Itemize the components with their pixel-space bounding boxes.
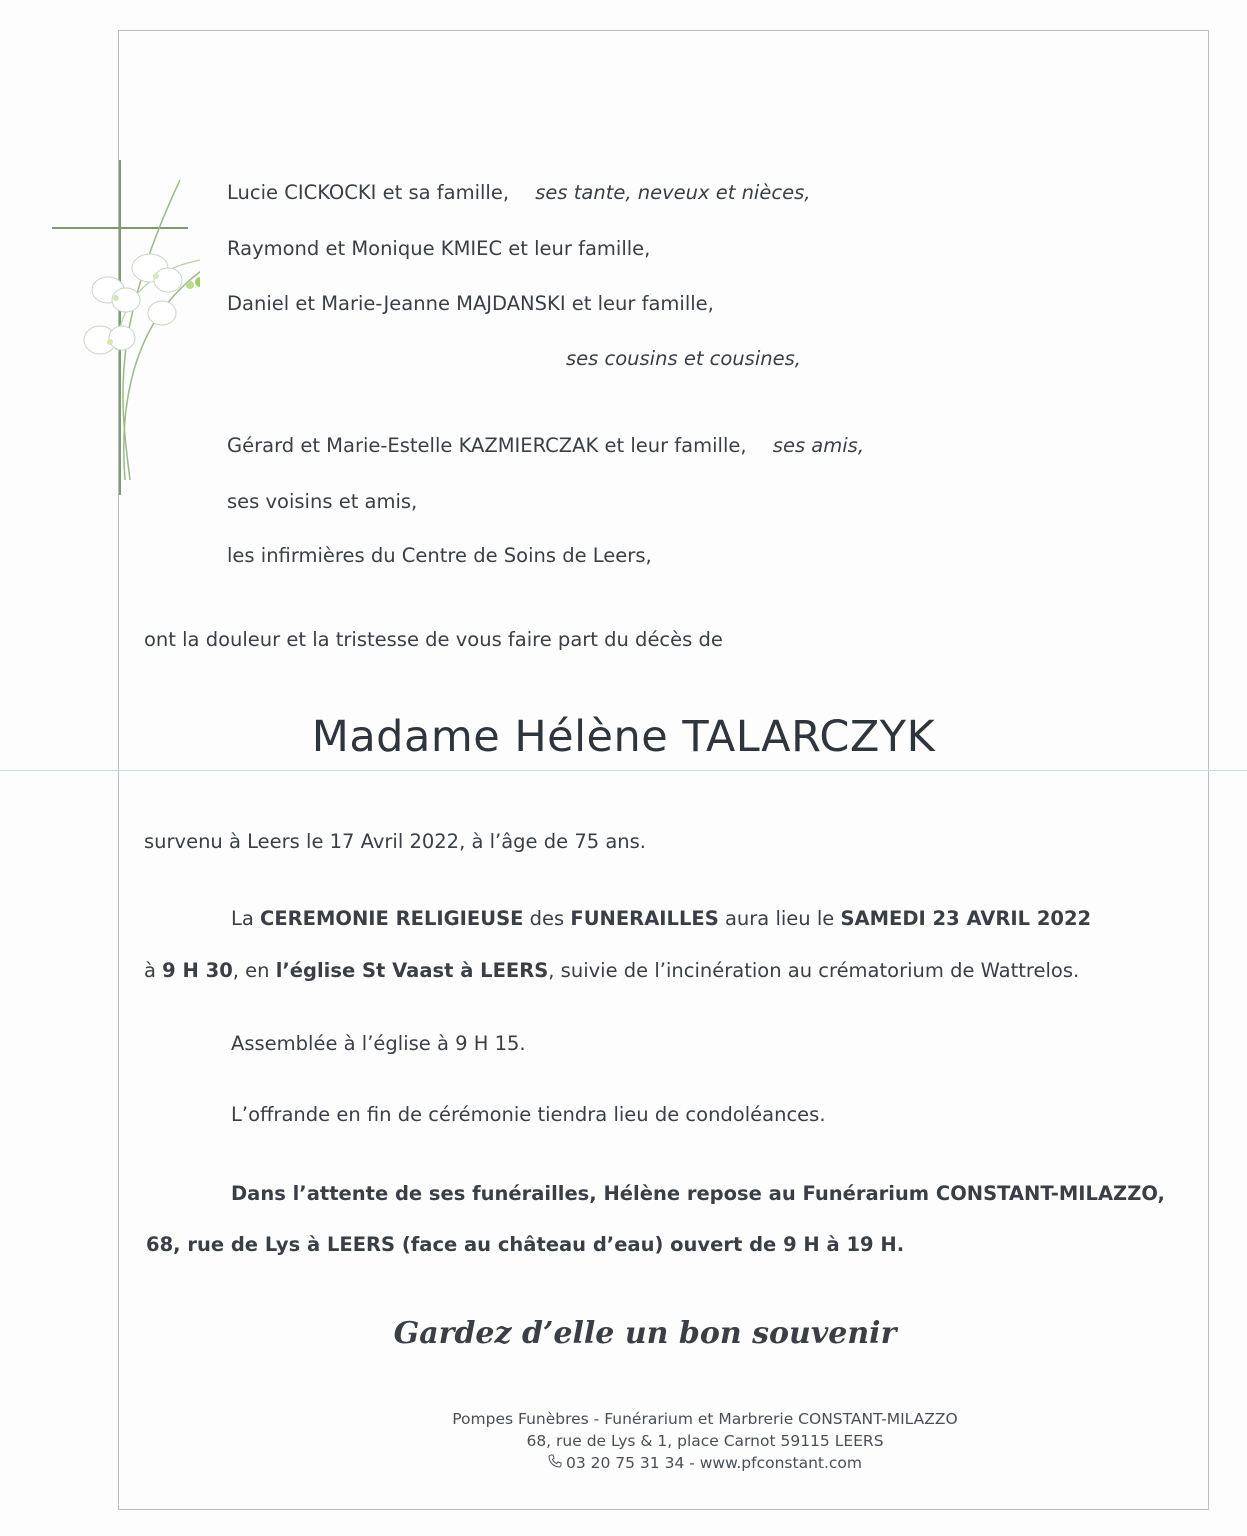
death-info: survenu à Leers le 17 Avril 2022, à l’âge de 75 ans. xyxy=(144,830,647,853)
family-line-2: Raymond et Monique KMIEC et leur famille, xyxy=(227,237,651,260)
family-line-3: Daniel et Marie-Jeanne MAJDANSKI et leur famille, xyxy=(227,292,714,315)
footer-contact: 03 20 75 31 34 - www.pfconstant.com xyxy=(565,1454,862,1472)
ceremony-bold: CEREMONIE RELIGIEUSE xyxy=(260,907,524,930)
phone-icon xyxy=(548,1454,562,1472)
assembly-text: Assemblée à l’église à 9 H 15. xyxy=(231,1032,526,1055)
footer-contact-line xyxy=(0,1454,1247,1472)
family-relation-cousins: ses cousins et cousines, xyxy=(566,347,801,370)
family-line-5 xyxy=(227,436,864,456)
ceremony-text: des xyxy=(523,907,571,930)
deceased-name: Madame Hélène TALARCZYK xyxy=(311,712,936,762)
ceremony-time: 9 H 30 xyxy=(162,959,233,982)
ceremony-bold: FUNERAILLES xyxy=(570,907,719,930)
rest-line-2: 68, rue de Lys à LEERS (face au château d’eau) ouvert de 9 H à 19 H. xyxy=(146,1233,905,1256)
rest-line-1: Dans l’attente de ses funérailles, Hélène repose au Funérarium CONSTANT-MILAZZO, xyxy=(231,1182,1165,1205)
family-line-7: les infirmières du Centre de Soins de Leers, xyxy=(227,544,652,567)
ceremony-text: à xyxy=(144,959,163,982)
ceremony-place: l’église St Vaast à LEERS xyxy=(275,959,549,982)
offering-text: L’offrande en fin de cérémonie tiendra lieu de condoléances. xyxy=(231,1103,826,1126)
fold-line xyxy=(0,770,1247,771)
closing-phrase: Gardez d’elle un bon souvenir xyxy=(393,1316,897,1351)
footer-company: Pompes Funèbres - Funérarium et Marbrerie CONSTANT-MILAZZO xyxy=(452,1410,958,1428)
family-relation: ses tante, neveux et nièces, xyxy=(535,181,811,204)
ceremony-text: , suivie de l’incinération au crématorium de Wattrelos. xyxy=(548,959,1080,982)
family-relation: ses amis, xyxy=(772,434,865,457)
ceremony-line-2 xyxy=(144,961,1079,981)
ceremony-text: , en xyxy=(232,959,276,982)
footer-address: 68, rue de Lys & 1, place Carnot 59115 LEERS xyxy=(526,1432,884,1450)
ceremony-line-1 xyxy=(231,909,1091,929)
announcement-text: ont la douleur et la tristesse de vous faire part du décès de xyxy=(144,628,723,651)
ceremony-text: La xyxy=(231,907,261,930)
family-line-1 xyxy=(227,183,810,203)
family-line-6: ses voisins et amis, xyxy=(227,490,418,513)
cross-orchid-icon xyxy=(50,150,200,510)
ceremony-date: SAMEDI 23 AVRIL 2022 xyxy=(840,907,1092,930)
family-names: Lucie CICKOCKI et sa famille, xyxy=(227,181,510,204)
family-names: Gérard et Marie-Estelle KAZMIERCZAK et leur famille, xyxy=(227,434,747,457)
ceremony-text: aura lieu le xyxy=(718,907,841,930)
